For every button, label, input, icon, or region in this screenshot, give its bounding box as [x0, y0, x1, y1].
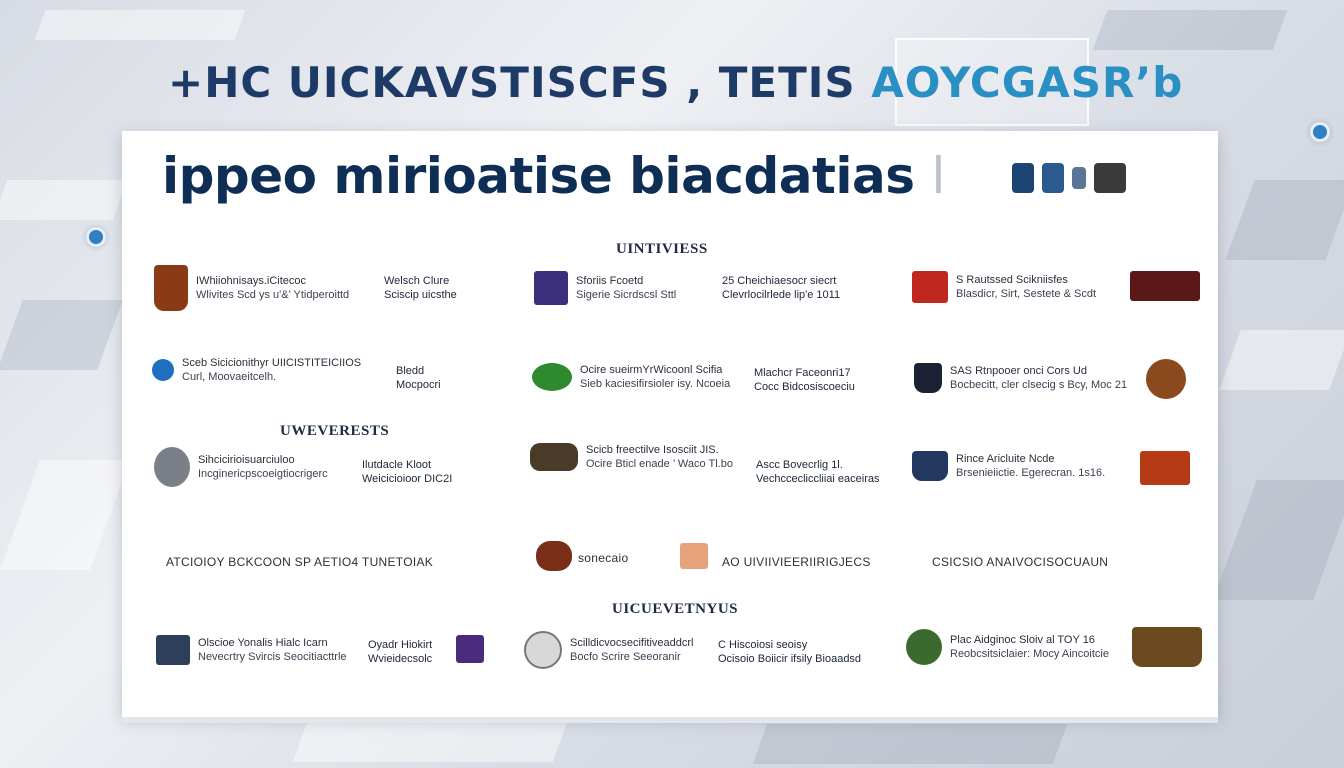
item-detail: Reobcsitsiclaier: Mocy Aincoitcie: [950, 648, 1109, 660]
background-shape: [1219, 330, 1344, 390]
list-item[interactable]: [534, 271, 676, 305]
aux-line: Ascc Bovecrlig 1l.: [756, 459, 843, 471]
item-name: Rince Aricluite Ncde: [956, 453, 1055, 465]
item-detail: Wlivites Scd ys u'&' Ytidperoittd: [196, 289, 350, 301]
list-item[interactable]: [914, 363, 1127, 393]
section-label: UINTIVIESS: [616, 241, 708, 257]
item-aux: [722, 275, 840, 301]
board-title: [162, 147, 945, 205]
item-name: Olscioe Yonalis Hialc Icarn: [198, 637, 328, 649]
item-name: IWhiiohnisays.iCitecoc: [196, 275, 307, 287]
aux-line: Cocc Bidcosiscoeciu: [754, 381, 855, 393]
list-item[interactable]: [152, 357, 361, 383]
item-name: Ocire sueirmYrWicoonl Scifia: [580, 364, 723, 376]
section-label: UWEVERESTS: [280, 423, 390, 439]
item-detail: Bocbecitt, cler clsecig s Bcy, Moc 21: [950, 379, 1128, 391]
item-detail: Blasdicr, Sirt, Sestete & Scdt: [956, 288, 1097, 300]
background-shape: [0, 300, 123, 370]
banner-title: [168, 58, 1183, 107]
background-shape: [1093, 10, 1288, 50]
list-item[interactable]: [912, 271, 1096, 303]
background-shape: [753, 724, 1068, 764]
list-item[interactable]: CSICSIO ANAIVOCISOCUAUN: [932, 555, 1109, 569]
list-item[interactable]: AO UIVIIVIEERIIRIGJECS: [722, 555, 871, 569]
aux-line: Weicicioioor DIC2I: [362, 473, 453, 485]
board-emblems: [1012, 163, 1126, 193]
background-shape: [293, 722, 568, 762]
background-shape: [0, 180, 127, 220]
seal-logo-icon: [906, 629, 942, 665]
aux-line: C Hiscoiosi seoisy: [718, 639, 808, 651]
item-name: Scicb freectilve Isosciit JIS.: [586, 444, 719, 456]
item-detail: Ocire Bticl enade ’ Waco Tl.bo: [586, 458, 733, 470]
item-name: Sihcicirioisuarciuloo: [198, 454, 295, 466]
item-name: Plac Aidginoc Sloiv al TOY 16: [950, 634, 1095, 646]
board-title-mark: l: [931, 147, 945, 205]
item-name: SAS Rtnpooer onci Cors Ud: [950, 365, 1087, 377]
badge-icon: [456, 635, 484, 663]
crest-icon: [1146, 359, 1186, 399]
background-shape: [1213, 480, 1344, 600]
board-shadow: [122, 717, 1218, 723]
list-item[interactable]: [156, 635, 347, 665]
item-aux: [756, 459, 880, 485]
item-detail: Sigerie Sicrdscsl Sttl: [576, 289, 677, 301]
emblem-icon: [1072, 167, 1086, 189]
list-item[interactable]: [524, 631, 694, 669]
item-aux: [718, 639, 861, 665]
crest-icon: [1140, 451, 1190, 485]
plaque-logo-icon: [530, 443, 578, 471]
list-item[interactable]: ATCIOIOY BCKCOON SP AETIO4 TUNETOIAK: [166, 555, 434, 569]
list-item[interactable]: sonecaio: [578, 551, 629, 565]
aux-line: Mlachcr Faceonri17: [754, 367, 851, 379]
list-item[interactable]: [912, 451, 1105, 481]
list-item[interactable]: [154, 447, 328, 487]
pin-icon: [1310, 122, 1330, 142]
shield-logo-icon: [914, 363, 942, 393]
item-aux: [368, 639, 432, 665]
item-name: Sforiis Fcoetd: [576, 275, 644, 287]
wordmark-logo-icon: [1130, 271, 1200, 301]
aux-line: Oyadr Hiokirt: [368, 639, 433, 651]
aux-line: Vechccecliccliiai eaceiras: [756, 473, 880, 485]
aux-line: 25 Cheichiaesocr siecrt: [722, 275, 837, 287]
background-shape: [1225, 180, 1344, 260]
background-shape: [35, 10, 246, 40]
item-aux: [396, 365, 441, 391]
emblem-icon: [1012, 163, 1034, 193]
item-detail: Curl, Moovaeitcelh.: [182, 371, 277, 383]
item-aux: [362, 459, 452, 485]
plaque-logo-icon: [536, 541, 572, 571]
seal-logo-icon: [154, 447, 190, 487]
item-aux: [384, 275, 457, 301]
top-banner: [168, 52, 1184, 112]
item-detail: Bocfo Scrire Seeoranir: [570, 651, 681, 663]
aux-line: Sciscip uicsthe: [384, 289, 457, 301]
emblem-icon: [1042, 163, 1064, 193]
list-item[interactable]: [906, 629, 1109, 665]
globe-logo-icon: [152, 359, 174, 381]
crest-icon: [1132, 627, 1202, 667]
item-detail: Incginericpscoeigtiocrigerc: [198, 468, 328, 480]
list-item[interactable]: [154, 265, 349, 311]
item-detail: Nevecrtry Svircis Seocitiacttrle: [198, 651, 347, 663]
logo-mark-icon: [680, 543, 708, 569]
aux-line: Mocpocri: [396, 379, 441, 391]
aux-line: Clevrlocilrlede lip'e 1011: [722, 289, 841, 301]
banner-logo-icon: [534, 271, 568, 305]
aux-line: Wvieidecsolc: [368, 653, 433, 665]
item-detail: Brsenieiictie. Egerecran. 1s16.: [956, 467, 1106, 479]
pin-icon: [86, 227, 106, 247]
leaf-logo-icon: [532, 363, 572, 391]
item-name: Scilldicvocsecifitiveaddcrl: [570, 637, 694, 649]
item-aux: [754, 367, 855, 393]
aux-line: Welsch Clure: [384, 275, 450, 287]
emblem-icon: [1094, 163, 1126, 193]
item-name: S Rautssed Scikniisfes: [956, 274, 1068, 286]
board-title-text: ippeo mirioatise biacdatias: [162, 147, 915, 205]
background-shape: [0, 460, 130, 570]
banner-logo-icon: [156, 635, 190, 665]
aux-line: Bledd: [396, 365, 425, 377]
banner-title-main: +HC UICKAVSTISCFS , TETIS: [168, 57, 872, 107]
item-detail: Sieb kaciesifirsioler isy. Ncoeia: [580, 378, 731, 390]
seal-logo-icon: [524, 631, 562, 669]
shield-logo-icon: [912, 451, 948, 481]
list-item[interactable]: [532, 363, 730, 391]
item-name: Sceb Sicicionithyr UIICISTITEICIIOS: [182, 357, 362, 369]
section-label: UICUEVETNYUS: [612, 601, 739, 617]
aux-line: Ilutdacle Kloot: [362, 459, 432, 471]
banner-title-accent: AOYCGASR’b: [871, 57, 1184, 107]
aux-line: Ocisoio Boiicir ifsily Bioaadsd: [718, 653, 862, 665]
crest-icon: [154, 265, 188, 311]
badge-icon: [912, 271, 948, 303]
list-item[interactable]: [530, 443, 733, 471]
board: [122, 131, 1218, 717]
